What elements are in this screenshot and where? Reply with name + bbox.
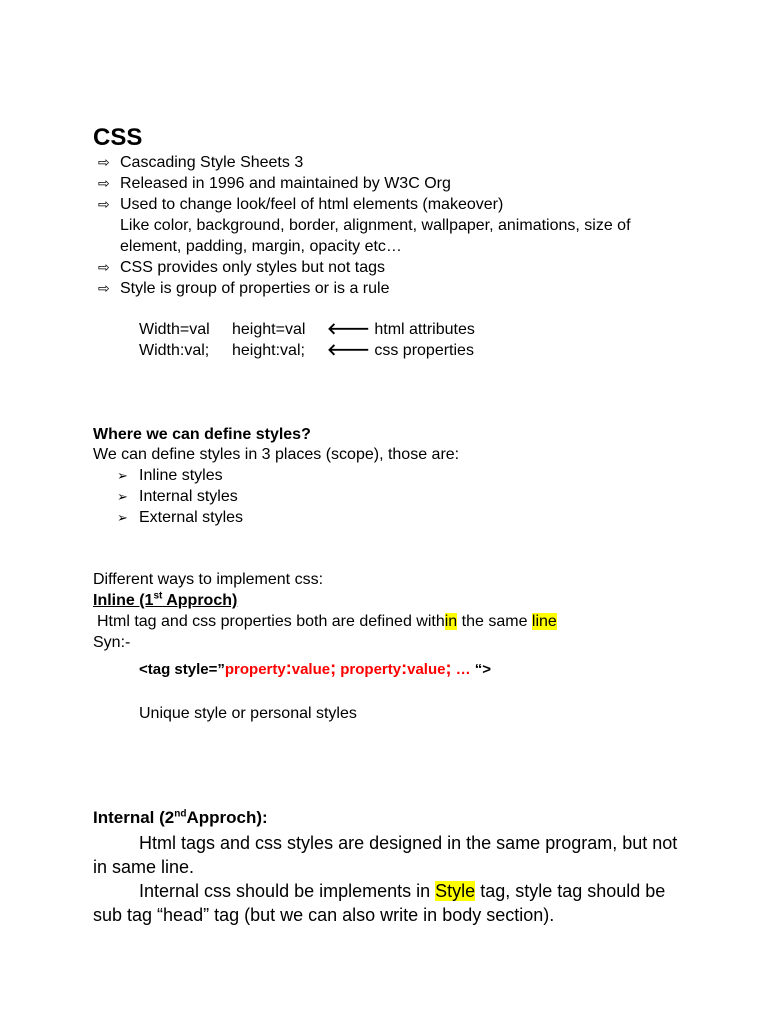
list-item: ⇨ CSS provides only styles but not tags	[98, 259, 386, 276]
triangle-bullet-icon: ➢	[117, 489, 128, 504]
paragraph: in same line.	[93, 857, 195, 877]
paragraph: sub tag “head” tag (but we can also write in body section).	[93, 905, 555, 925]
left-arrow-icon: 🡐	[327, 321, 370, 338]
hollow-arrow-icon: ⇨	[98, 196, 110, 212]
list-item: ➢ Internal styles	[117, 488, 238, 505]
left-arrow-icon: 🡐	[327, 342, 370, 359]
list-item-continuation: Like color, background, border, alignment, wallpaper, animations, size of	[120, 217, 631, 234]
hollow-arrow-icon: ⇨	[98, 154, 110, 170]
section-heading: Where we can define styles?	[93, 426, 311, 443]
paragraph: Html tags and css styles are designed in the same program, but not	[139, 833, 678, 853]
highlight: line	[531, 613, 557, 630]
paragraph: Html tag and css properties both are defined within the same line	[97, 613, 557, 630]
compare-row: Width=val height=val 🡐 html attributes	[139, 321, 475, 338]
highlight: in	[444, 613, 458, 630]
triangle-bullet-icon: ➢	[117, 510, 128, 525]
paragraph: Different ways to implement css:	[93, 571, 324, 588]
paragraph: We can define styles in 3 places (scope), those are:	[93, 446, 460, 463]
list-item: ➢ External styles	[117, 509, 244, 526]
paragraph: Internal css should be implements in Style tag, style tag should be	[139, 881, 666, 901]
paragraph: Unique style or personal styles	[139, 705, 357, 722]
compare-row: Width:val; height:val; 🡐 css properties	[139, 342, 474, 359]
triangle-bullet-icon: ➢	[117, 468, 128, 483]
highlight: Style	[435, 881, 476, 901]
hollow-arrow-icon: ⇨	[98, 175, 110, 191]
hollow-arrow-icon: ⇨	[98, 280, 110, 296]
list-item: ➢ Inline styles	[117, 467, 223, 484]
hollow-arrow-icon: ⇨	[98, 259, 110, 275]
syntax-label: Syn:-	[93, 634, 131, 651]
subsection-heading: Inline (1st Approch)	[93, 590, 238, 609]
list-item-continuation: element, padding, margin, opacity etc…	[120, 238, 402, 255]
list-item: ⇨ Released in 1996 and maintained by W3C Org	[98, 175, 451, 192]
list-item: ⇨ Used to change look/feel of html elements (makeover)	[98, 196, 504, 213]
subsection-heading: Internal (2ndApproch):	[93, 808, 268, 827]
list-item: ⇨ Cascading Style Sheets 3	[98, 154, 304, 171]
page-title: CSS	[93, 124, 143, 151]
code-line: <tag style=”property:value; property:value; … “>	[139, 658, 492, 678]
list-item: ⇨ Style is group of properties or is a rule	[98, 280, 390, 297]
